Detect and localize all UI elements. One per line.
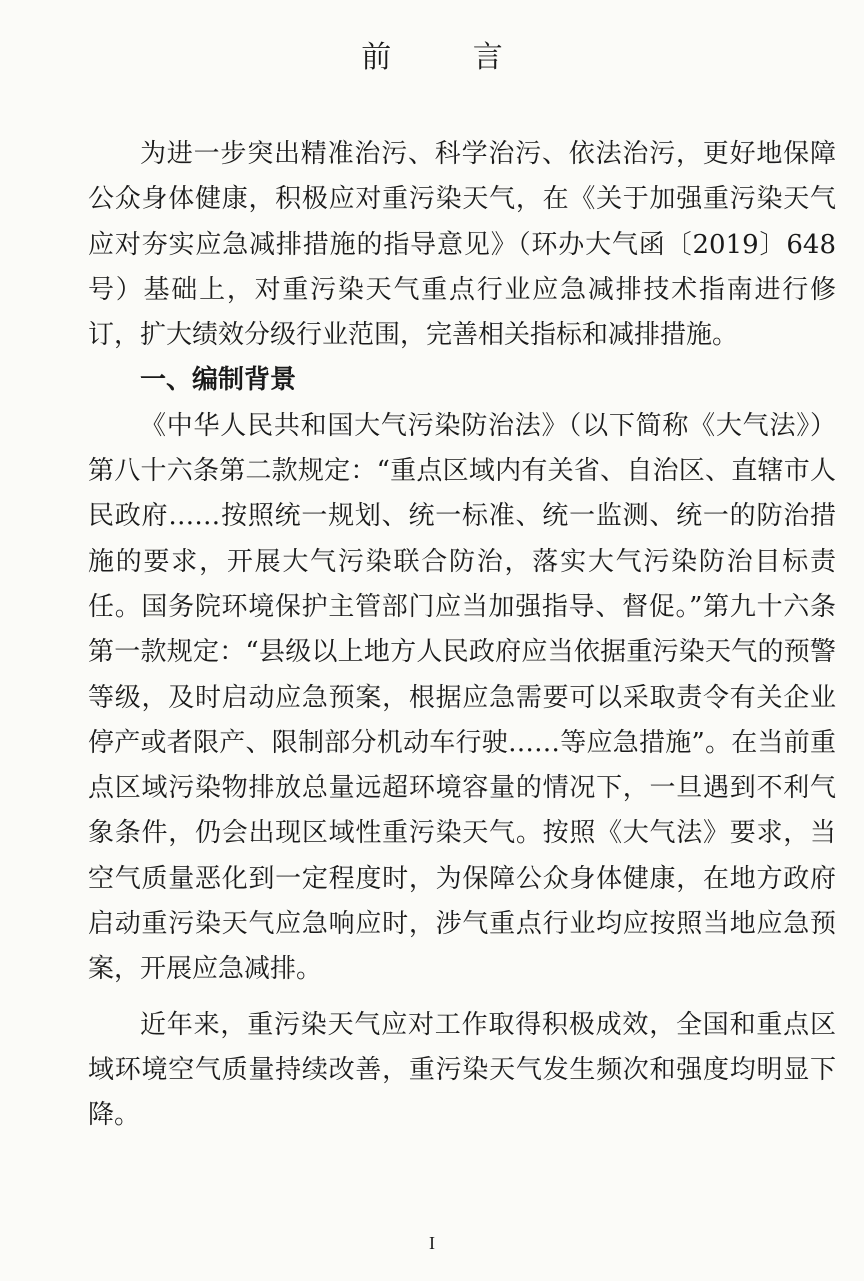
intro-paragraph: 为进一步突出精准治污、科学治污、依法治污，更好地保障公众身体健康，积极应对重污染天气，在《关于加强重污染天气应对夯实应急减排措施的指导意见》（环办大气函〔2019〕648号）基础上，对重污染天气重点行业应急减排技术指南进行修订，扩大绩效分级行业范围，完善相关指标和减排措施。 (88, 139, 836, 351)
recent-years-paragraph: 近年来，重污染天气应对工作取得积极成效，全国和重点区域环境空气质量持续改善，重污染天气发生频次和强度均明显下降。 (88, 1009, 836, 1131)
document-body (88, 132, 836, 1139)
page-title: 前 言 (361, 40, 539, 75)
section-heading-background: 一、编制背景 (140, 365, 297, 396)
background-paragraph: 《中华人民共和国大气污染防治法》（以下简称《大气法》）第八十六条第二款规定：“重点区域内有关省、自治区、直辖市人民政府……按照统一规划、统一标准、统一监测、统一的防治措施的要求，开展大气污染联合防治，落实大气污染防治目标责任。国务院环境保护主管部门应当加强指导、督促。”第九十六条第一款规定：“县级以上地方人民政府应当依据重污染天气的预警等级，及时启动应急预案，根据应急需要可以采取责令有关企业停产或者限产、限制部分机动车行驶……等应急措施”。在当前重点区域污染物排放总量远超环境容量的情况下，一旦遇到不利气象条件，仍会出现区域性重污染天气。按照《大气法》要求，当空气质量恶化到一定程度时，为保障公众身体健康，在地方政府启动重污染天气应急响应时，涉气重点行业均应按照当地应急预案，开展应急减排。 (88, 410, 836, 985)
page-number: I (429, 1233, 435, 1253)
